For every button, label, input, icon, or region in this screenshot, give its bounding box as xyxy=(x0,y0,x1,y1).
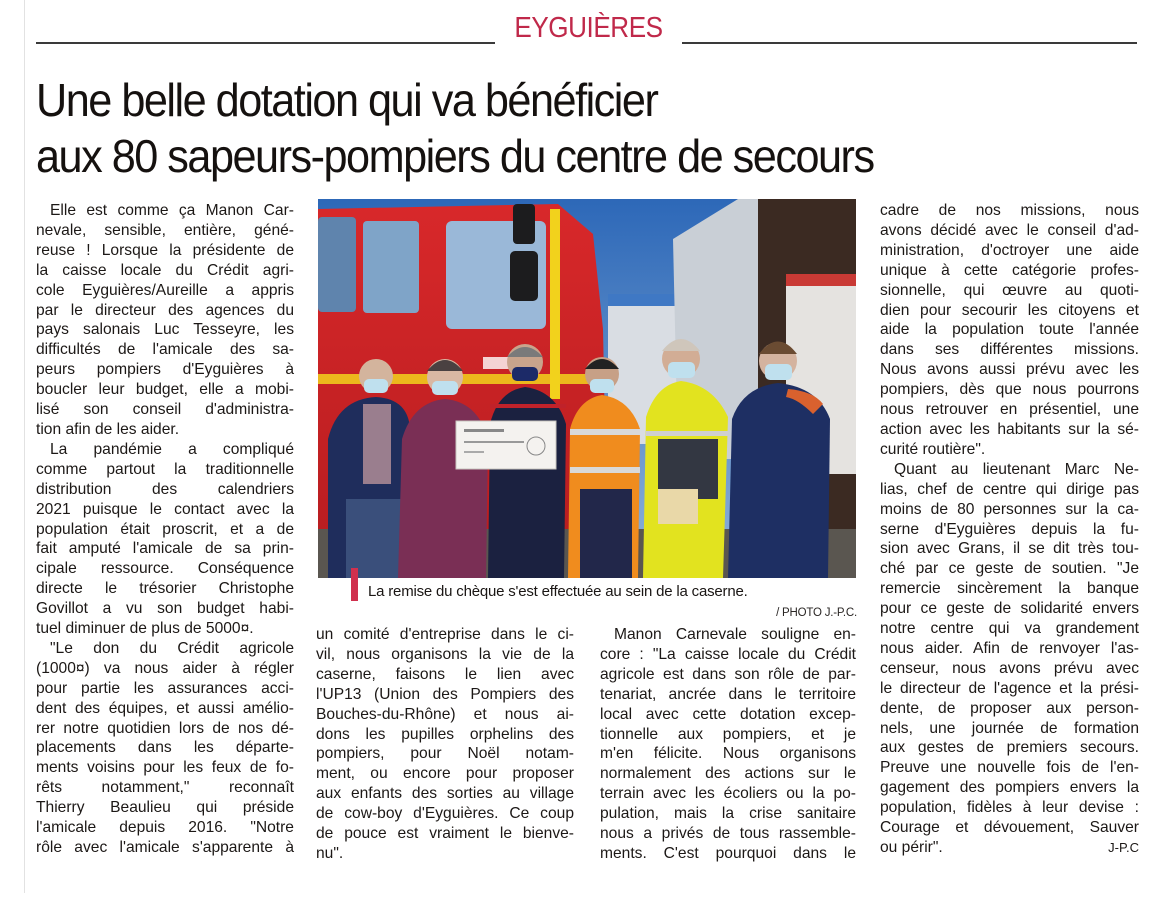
article-text-line: ministration, d'octroyer une aide xyxy=(880,241,1139,259)
article-text-line: placements dans les départe- xyxy=(36,739,294,757)
article-text-line: aux gestes de premiers secours. xyxy=(880,739,1139,757)
article-text-line: Quant au lieutenant Marc Ne- xyxy=(894,460,1139,478)
article-column-2 xyxy=(316,625,574,864)
article-text-line: population, fidèles à leur devise : xyxy=(880,799,1139,817)
article-text-line: lisé son conseil d'administra- xyxy=(36,401,294,419)
article-text-line: reuse ! Lorsque la présidente de xyxy=(36,241,294,259)
page-edge-rule xyxy=(24,0,25,893)
article-text-line: sionnelle, qui œuvre au quoti- xyxy=(880,281,1139,299)
rubric-rule-left xyxy=(36,42,495,44)
article-text-line: Preuve une nouvelle fois de l'en- xyxy=(880,759,1139,777)
article-text-line: cipale ressource. Conséquence xyxy=(36,560,294,578)
article-text-line: de pouce est vraiment le bienve- xyxy=(316,825,574,843)
photo-caption: La remise du chèque s'est effectuée au sein de la caserne. xyxy=(368,583,748,600)
section-rubric: EYGUIÈRES xyxy=(514,12,663,44)
article-text-line: (1000¤) va nous aider à régler xyxy=(36,659,294,677)
article-column-4 xyxy=(880,201,1139,858)
article-text-line: ché par ce geste de soutien. "Je xyxy=(880,560,1139,578)
article-text-line: curité routière". xyxy=(880,440,986,458)
article-text-line: Thierry Beaulieu qui préside xyxy=(36,799,294,817)
article-text-line: m'en félicite. Nous organisons xyxy=(600,745,856,763)
article-text-line: caserne, faisons le lien avec xyxy=(316,665,574,683)
caption-accent-bar xyxy=(351,568,358,601)
article-text-line: ou périr". J-P.C xyxy=(880,839,1139,856)
article-text-line: de cow-boy d'Eyguières. Ce coup xyxy=(316,805,574,823)
article-text-line: difficultés de l'amicale des sa- xyxy=(36,341,294,359)
article-text-line: notre centre qui va grandement xyxy=(880,620,1139,638)
article-text-line: 2021 puisque le contact avec la xyxy=(36,500,294,518)
article-text-line: pompiers, dès que nous pourrons xyxy=(880,381,1139,399)
article-text-line: tionnelle aux pompiers, et je xyxy=(600,725,856,743)
article-text-line: Govillot a vu son budget habi- xyxy=(36,600,294,618)
article-text-line: sion avec Grans, il se dit très tou- xyxy=(880,540,1139,558)
article-text-line: moins de 80 personnes sur la ca- xyxy=(880,500,1139,518)
article-text-line: Bouches-du-Rhône) et nous ai- xyxy=(316,705,574,723)
article-text-line: population était proscrit, et a de xyxy=(36,520,294,538)
article-text-line: tuel diminuer de plus de 5000¤. xyxy=(36,620,254,638)
article-text-line: Courage et dévouement, Sauver xyxy=(880,819,1139,837)
article-text-line: aux enfants des sorties au village xyxy=(316,785,574,803)
article-text-line: pays salonais Luc Tesseyre, les xyxy=(36,321,294,339)
article-text-line: lias, chef de centre qui dirige pas xyxy=(880,480,1139,498)
article-text-line: nevale, sensible, entière, géné- xyxy=(36,221,294,239)
rubric-rule-right xyxy=(682,42,1137,44)
article-text-line: peurs pompiers d'Eyguières à xyxy=(36,361,294,379)
article-text-line: action avec les habitants sur la sé- xyxy=(880,420,1139,438)
article-text-line: dien pour secourir les citoyens et xyxy=(880,301,1139,319)
article-text-line: directe le trésorier Christophe xyxy=(36,580,294,598)
article-text-line: boucler leur budget, elle a mobi- xyxy=(36,381,294,399)
article-text-line: rer notre quotidien lors de nos dé- xyxy=(36,719,294,737)
article-text-line: fait amputé l'amicale de sa prin- xyxy=(36,540,294,558)
article-text-line: l'amicale depuis 2016. "Notre xyxy=(36,819,294,837)
article-photo xyxy=(318,199,856,578)
firefighters-cheque-photo xyxy=(318,199,856,578)
article-text-line: par le directeur des agences du xyxy=(36,301,294,319)
article-text-line: dons les pupilles orphelins des xyxy=(316,725,574,743)
article-text-line: censeur, nous avons prévu avec xyxy=(880,659,1139,677)
article-text-line: nu". xyxy=(316,844,344,862)
article-text-line: agricole est dans son rôle de par- xyxy=(600,665,856,683)
article-text-line: core : "La caisse locale du Crédit xyxy=(600,645,856,663)
article-text-line: nous a privés de tous rassemble- xyxy=(600,825,856,843)
article-text-line: distribution des calendriers xyxy=(36,480,294,498)
article-text-line: nous aider. Afin de renvoyer l'as- xyxy=(880,639,1139,657)
article-text-line: Elle est comme ça Manon Car- xyxy=(50,202,294,219)
headline-line-1: Une belle dotation qui va bénéficier xyxy=(36,74,658,126)
article-text-line: normalement des actions sur le xyxy=(600,765,856,783)
article-text-line: terrain avec les écoliers ou la po- xyxy=(600,785,856,803)
article-headline xyxy=(36,72,1079,184)
article-text-line: cadre de nos missions, nous xyxy=(880,202,1139,219)
article-text-line: comme partout la traditionnelle xyxy=(36,460,294,478)
article-text-line: pour partie les assurances acci- xyxy=(36,679,294,697)
article-text-line: aide la population toute l'année xyxy=(880,321,1139,339)
article-text-line: dente, de proposer aux person- xyxy=(880,699,1139,717)
article-text-line: ments. C'est pourquoi dans le xyxy=(600,844,856,862)
article-text-line: serne d'Eyguières depuis la fu- xyxy=(880,520,1139,538)
article-text-line: ments voisins pour les feux de fo- xyxy=(36,759,294,777)
article-text-line: vil, nous organisons la vie de la xyxy=(316,645,574,663)
article-text-line: rôle avec l'amicale s'apparente à xyxy=(36,839,294,856)
article-text-line: unique à cette catégorie profes- xyxy=(880,261,1139,279)
article-text-line: La pandémie a compliqué xyxy=(50,440,294,458)
article-text-line: gagement des pompiers envers la xyxy=(880,779,1139,797)
article-text-line: la caisse locale du Crédit agri- xyxy=(36,261,294,279)
article-text-line: un comité d'entreprise dans le ci- xyxy=(316,626,574,643)
article-text-line: nous retrouver en présentiel, une xyxy=(880,401,1139,419)
article-column-3 xyxy=(600,625,856,864)
article-text-line: pour ce geste de solidarité envers xyxy=(880,600,1139,618)
article-text-line: dans ses différentes missions. xyxy=(880,341,1139,359)
article-text-line: dent des équipes, et aussi amélio- xyxy=(36,699,294,717)
article-text-line: rêts notamment," reconnaît xyxy=(36,779,294,797)
article-text-line: local avec cette dotation excep- xyxy=(600,705,856,723)
article-column-1 xyxy=(36,201,294,858)
headline-line-2: aux 80 sapeurs-pompiers du centre de secours xyxy=(36,130,874,182)
article-text-line: avons décidé avec le conseil d'ad- xyxy=(880,221,1139,239)
photo-credit: / PHOTO J.-P.C. xyxy=(776,607,857,619)
article-text-line: tenariat, ancrée dans le territoire xyxy=(600,685,856,703)
article-text-line: pompiers, pour Noël notam- xyxy=(316,745,574,763)
article-text-line: cole Eyguières/Aureille a appris xyxy=(36,281,294,299)
article-text-line: "Le don du Crédit agricole xyxy=(50,639,294,657)
article-text-line: Manon Carnevale souligne en- xyxy=(614,626,856,643)
article-text-line: ment, ou encore pour proposer xyxy=(316,765,574,783)
article-text-line: nels, une journée de formation xyxy=(880,719,1139,737)
author-signature: J-P.C xyxy=(1108,840,1139,855)
article-text-line: pulation, mais la crise sanitaire xyxy=(600,805,856,823)
article-text-line: remercie sincèrement la banque xyxy=(880,580,1139,598)
article-text-line: tion afin de les aider. xyxy=(36,420,180,438)
article-text-line: l'UP13 (Union des Pompiers des xyxy=(316,685,574,703)
article-text-line: Nous avons aussi prévu avec les xyxy=(880,361,1139,379)
article-text-line: le directeur de l'agence et la prési- xyxy=(880,679,1139,697)
